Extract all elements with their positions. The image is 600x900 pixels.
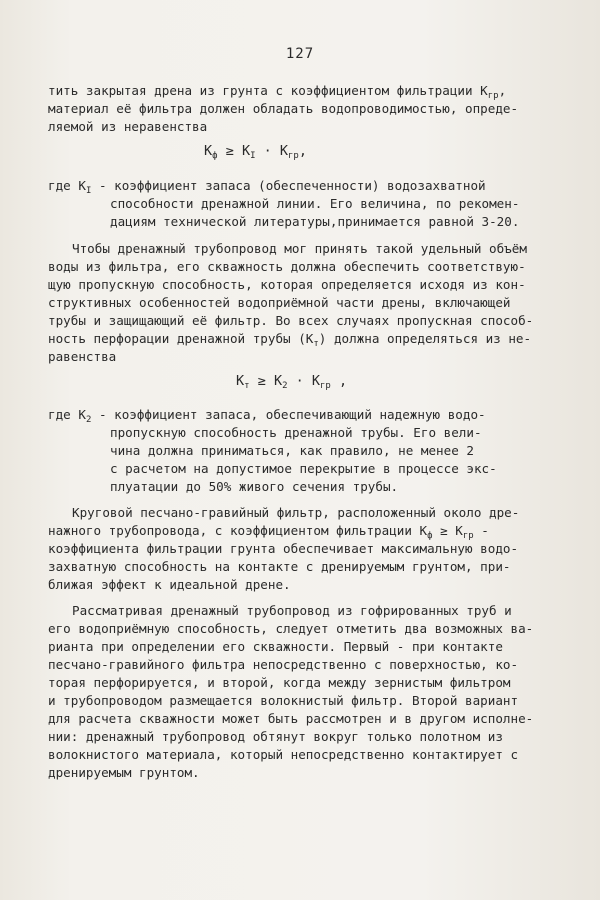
text-line: коэффициента фильтрации грунта обеспечивает максимальную водо- — [48, 541, 519, 556]
text-line: песчано-гравийного фильтра непосредственно с поверхностью, ко- — [48, 657, 519, 672]
text-line: плуатации до 50% живого сечения трубы. — [110, 479, 399, 494]
text-line: материал её фильтра должен обладать водопроводимостью, опреде- — [48, 101, 519, 116]
text-line: нии: дренажный трубопровод обтянут вокруг только полотном из — [48, 729, 503, 744]
text-line: ность перфорации дренажной трубы $(К_т)$ должна определяться из не- — [48, 331, 532, 349]
text-line: Рассматривая дренажный трубопровод из гофрированных труб и — [72, 603, 512, 618]
text-line: нажного трубопровода, с коэффициентом фильтрации $К_ф \ge К_{гр}$ - — [48, 523, 489, 541]
text-line: ляемой из неравенства — [48, 119, 208, 134]
text-line: структивных особенностей водоприёмной части дрены, включающей — [48, 295, 511, 310]
text-line: щую пропускную способность, которая определяется исходя из кон- — [48, 277, 526, 292]
text-line: дациям технической литературы,принимается равной 3-20. — [110, 214, 520, 229]
text-line: тить закрытая дрена из грунта с коэффициентом фильтрации $К_{гр}$, — [48, 83, 507, 101]
text-line: Круговой песчано-гравийный фильтр, расположенный около дре- — [72, 505, 520, 520]
text-line: пропускную способность дренажной трубы. Его вели- — [110, 425, 482, 440]
formula-1: $К_ф \ge К_I \cdot К_{гр}$, — [204, 143, 307, 161]
text-line: и трубопроводом размещается волокнистый фильтр. Второй вариант — [48, 693, 519, 708]
text-line: воды из фильтра, его скважность должна обеспечить соответствую- — [48, 259, 526, 274]
text-line: Чтобы дренажный трубопровод мог принять такой удельный объём — [72, 241, 527, 256]
text-line: захватную способность на контакте с дренируемым грунтом, при- — [48, 559, 511, 574]
text-line: равенства — [48, 349, 117, 364]
page-number: 127 — [285, 46, 315, 62]
text-line: ближая эффект к идеальной дрене. — [48, 577, 291, 592]
text-line: его водоприёмную способность, следует отметить два возможных ва- — [48, 621, 534, 636]
text-line: чина должна приниматься, как правило, не менее 2 — [110, 443, 474, 458]
text-line: для расчета скважности может быть рассмотрен и в другом исполне- — [48, 711, 534, 726]
where-definition-2: где $К_2$ - коэффициент запаса, обеспечивающий надежную водо- — [48, 407, 486, 425]
where-definition-1: где $К_I$ - коэффициент запаса (обеспеченности) водозахватной — [48, 178, 486, 196]
text-line: торая перфорируется, и второй, когда между зернистым фильтром — [48, 675, 511, 690]
text-line: рианта при определении его скважности. Первый - при контакте — [48, 639, 503, 654]
text-line: дренируемым грунтом. — [48, 765, 200, 780]
text-line: трубы и защищающий её фильтр. Во всех случаях пропускная способ- — [48, 313, 534, 328]
formula-2: $К_т \ge К_2 \cdot К_{гр}$ , — [236, 373, 348, 391]
text-line: с расчетом на допустимое перекрытие в процессе экс- — [110, 461, 497, 476]
text-line: волокнистого материала, который непосредственно контактирует с — [48, 747, 519, 762]
text-line: способности дренажной линии. Его величина, по рекомен- — [110, 196, 520, 211]
